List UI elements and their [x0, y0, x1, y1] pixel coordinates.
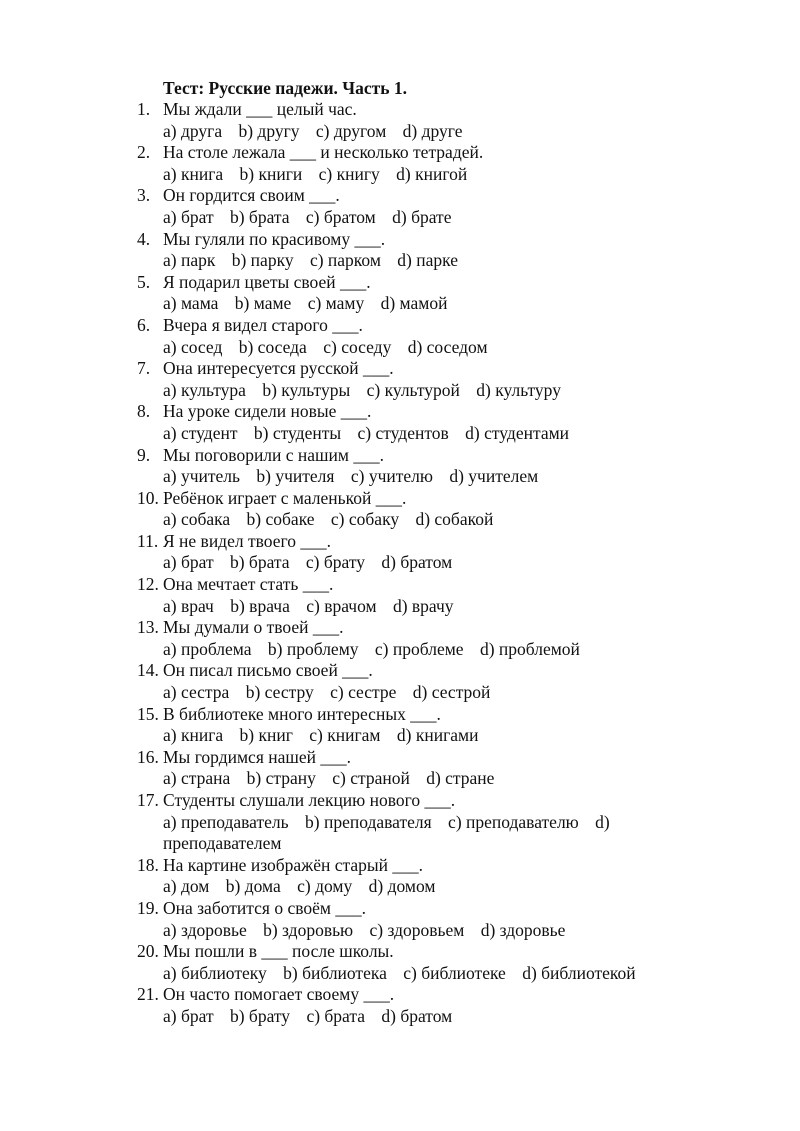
answer-option: c) соседу — [323, 336, 392, 357]
question-item — [137, 984, 697, 1027]
answer-option: c) врачом — [306, 595, 377, 616]
answer-option: c) преподавателю — [448, 811, 579, 832]
question-line — [137, 898, 697, 920]
answer-options — [137, 552, 697, 574]
answer-option: c) маму — [307, 293, 365, 314]
answer-option: c) учителю — [350, 466, 433, 487]
question-item — [137, 315, 697, 358]
question-number: 14. — [137, 660, 159, 681]
question-number: 15. — [137, 703, 159, 724]
answer-option: a) дом — [163, 876, 210, 897]
question-list — [137, 99, 697, 1028]
question-line — [137, 488, 697, 510]
answer-option: a) брат — [163, 206, 214, 227]
answer-option: d) мамой — [380, 293, 448, 314]
answer-option: c) парком — [309, 250, 381, 271]
answer-option: d) домом — [368, 876, 436, 897]
answer-option: d) студентами — [465, 422, 570, 443]
answer-option: b) проблему — [267, 638, 359, 659]
question-text: Она мечтает стать ___. — [163, 574, 334, 595]
answer-option: b) собаке — [246, 509, 315, 530]
answer-option: d) братом — [381, 552, 453, 573]
question-text: Я не видел твоего ___. — [163, 530, 331, 551]
question-number: 5. — [137, 271, 151, 292]
question-number: 12. — [137, 574, 159, 595]
answer-option: a) брат — [163, 552, 214, 573]
answer-option: c) студентов — [357, 422, 449, 443]
question-number: 2. — [137, 142, 151, 163]
question-number: 18. — [137, 854, 159, 875]
question-line — [137, 574, 697, 596]
question-item — [137, 790, 697, 855]
question-line — [137, 855, 697, 877]
question-line — [137, 315, 697, 337]
answer-option: a) страна — [163, 768, 231, 789]
answer-option: b) другу — [238, 120, 300, 141]
answer-option: c) проблеме — [374, 638, 464, 659]
answer-option: a) здоровье — [163, 919, 247, 940]
answer-options — [137, 768, 697, 790]
answer-option: c) культурой — [366, 379, 460, 400]
question-number: 10. — [137, 487, 159, 508]
question-text: На картине изображён старый ___. — [163, 854, 424, 875]
answer-options — [137, 423, 697, 445]
answer-option: b) маме — [234, 293, 292, 314]
question-item — [137, 531, 697, 574]
question-number: 1. — [137, 99, 151, 119]
answer-option: d) книгами — [396, 725, 479, 746]
answer-option: a) книга — [163, 725, 224, 746]
answer-option: c) книгу — [318, 163, 380, 184]
question-number: 17. — [137, 790, 159, 810]
question-number: 13. — [137, 617, 159, 638]
question-text: Студенты слушали лекцию нового ___. — [163, 790, 456, 810]
answer-options — [137, 207, 697, 229]
answer-option: b) сестру — [245, 682, 314, 703]
answer-option: b) преподавателя — [305, 811, 432, 832]
answer-option: d) стране — [426, 768, 495, 789]
answer-option: d) культуру — [476, 379, 561, 400]
question-number: 9. — [137, 444, 151, 465]
question-number: 8. — [137, 401, 151, 422]
question-number: 20. — [137, 941, 159, 962]
answer-options — [137, 596, 697, 618]
answer-option: b) страну — [246, 768, 316, 789]
question-text: Мы думали о твоей ___. — [163, 617, 344, 638]
answer-option: a) сосед — [163, 336, 223, 357]
answer-option: b) брату — [229, 1005, 291, 1026]
question-line — [137, 531, 697, 553]
answer-option: b) брата — [229, 552, 290, 573]
answer-option: d) преподавателем — [163, 811, 610, 854]
question-text: Мы гуляли по красивому ___. — [163, 228, 386, 249]
answer-option: b) врача — [230, 595, 290, 616]
question-text: Она интересуется русской ___. — [163, 358, 394, 379]
answer-options — [137, 876, 697, 898]
question-number: 7. — [137, 358, 151, 379]
question-item — [137, 229, 697, 272]
question-item — [137, 185, 697, 228]
question-text: Ребёнок играет с маленькой ___. — [163, 487, 407, 508]
question-text: Мы гордимся нашей ___. — [163, 746, 351, 767]
answer-option: a) проблема — [163, 638, 252, 659]
question-number: 16. — [137, 746, 159, 767]
answer-options — [137, 682, 697, 704]
answer-option: d) соседом — [407, 336, 488, 357]
question-item — [137, 99, 697, 142]
answer-options — [137, 509, 697, 531]
question-line — [137, 185, 697, 207]
answer-option: a) сестра — [163, 682, 230, 703]
answer-option: b) учителя — [256, 466, 335, 487]
answer-option: c) собаку — [330, 509, 400, 530]
answer-option: a) библиотеку — [163, 962, 267, 983]
answer-option: d) собакой — [415, 509, 494, 530]
answer-option: a) собака — [163, 509, 231, 530]
question-line — [137, 272, 697, 294]
question-item — [137, 488, 697, 531]
question-number: 21. — [137, 984, 159, 1005]
answer-option: a) друга — [163, 120, 223, 141]
answer-options — [137, 337, 697, 359]
answer-option: a) врач — [163, 595, 214, 616]
question-text: Я подарил цветы своей ___. — [163, 271, 371, 292]
answer-option: a) культура — [163, 379, 246, 400]
answer-option: d) учителем — [449, 466, 539, 487]
answer-options — [137, 293, 697, 315]
answer-option: c) сестре — [330, 682, 397, 703]
answer-option: b) студенты — [253, 422, 342, 443]
question-line — [137, 790, 697, 812]
answer-option: b) библиотека — [283, 962, 387, 983]
question-item — [137, 747, 697, 790]
answer-option: b) дома — [225, 876, 281, 897]
question-number: 4. — [137, 228, 151, 249]
answer-option: c) книгам — [309, 725, 381, 746]
answer-options — [137, 920, 697, 942]
answer-option: a) студент — [163, 422, 238, 443]
question-item — [137, 855, 697, 898]
answer-option: c) брату — [305, 552, 366, 573]
answer-option: d) здоровье — [480, 919, 566, 940]
question-item — [137, 941, 697, 984]
question-item — [137, 617, 697, 660]
answer-option: b) здоровью — [263, 919, 354, 940]
answer-option: d) брате — [392, 206, 452, 227]
answer-option: d) парке — [397, 250, 458, 271]
answer-option: a) книга — [163, 163, 224, 184]
question-item — [137, 445, 697, 488]
question-text: Вчера я видел старого ___. — [163, 314, 363, 335]
question-item — [137, 272, 697, 315]
answer-option: c) братом — [305, 206, 376, 227]
question-number: 19. — [137, 897, 159, 918]
answer-option: d) проблемой — [479, 638, 580, 659]
answer-option: c) другом — [315, 120, 387, 141]
page-title: Тест: Русские падежи. Часть 1. — [163, 78, 407, 98]
question-item — [137, 142, 697, 185]
answer-options — [137, 121, 697, 143]
question-item — [137, 401, 697, 444]
question-line — [137, 401, 697, 423]
question-line — [137, 617, 697, 639]
answer-option: d) братом — [381, 1005, 453, 1026]
answer-option: b) книг — [239, 725, 293, 746]
answer-options — [137, 812, 663, 855]
question-text: Он гордится своим ___. — [163, 185, 340, 206]
question-item — [137, 574, 697, 617]
answer-options — [137, 164, 697, 186]
answer-option: d) друге — [402, 120, 463, 141]
answer-option: b) книги — [239, 163, 303, 184]
question-item — [137, 898, 697, 941]
answer-options — [137, 639, 697, 661]
question-item — [137, 660, 697, 703]
question-line — [137, 445, 697, 467]
question-text: Мы ждали ___ целый час. — [163, 99, 357, 119]
question-line — [137, 704, 697, 726]
question-line — [137, 941, 697, 963]
answer-options — [137, 725, 697, 747]
question-line — [137, 142, 697, 164]
question-number: 6. — [137, 314, 151, 335]
question-line — [137, 229, 697, 251]
question-item — [137, 358, 697, 401]
answer-option: c) дому — [297, 876, 353, 897]
answer-option: a) преподаватель — [163, 811, 289, 832]
answer-option: b) брата — [229, 206, 290, 227]
answer-options — [137, 963, 697, 985]
question-item — [137, 704, 697, 747]
answer-option: a) брат — [163, 1005, 214, 1026]
answer-options — [137, 1006, 697, 1028]
question-text: На уроке сидели новые ___. — [163, 401, 372, 422]
answer-option: a) учитель — [163, 466, 241, 487]
answer-option: c) брата — [306, 1005, 366, 1026]
question-text: Мы поговорили с нашим ___. — [163, 444, 384, 465]
answer-option: b) соседа — [238, 336, 307, 357]
question-line — [137, 984, 697, 1006]
answer-option: c) библиотеке — [403, 962, 506, 983]
question-line — [137, 660, 697, 682]
question-line — [137, 99, 697, 121]
answer-option: c) здоровьем — [369, 919, 465, 940]
question-number: 3. — [137, 185, 151, 206]
answer-option: a) парк — [163, 250, 216, 271]
answer-option: b) парку — [231, 250, 294, 271]
answer-option: d) врачу — [392, 595, 454, 616]
answer-option: d) библиотекой — [522, 962, 636, 983]
answer-option: d) книгой — [396, 163, 468, 184]
question-line — [137, 358, 697, 380]
question-text: На столе лежала ___ и несколько тетрадей. — [163, 142, 484, 163]
question-line — [137, 747, 697, 769]
answer-options — [137, 466, 697, 488]
question-text: Он часто помогает своему ___. — [163, 984, 395, 1005]
answer-options — [137, 380, 697, 402]
answer-options — [137, 250, 697, 272]
answer-option: b) культуры — [262, 379, 351, 400]
question-text: Он писал письмо своей ___. — [163, 660, 373, 681]
question-text: Мы пошли в ___ после школы. — [163, 941, 394, 962]
question-text: Она заботится о своём ___. — [163, 897, 366, 918]
question-number: 11. — [137, 530, 159, 551]
question-text: В библиотеке много интересных ___. — [163, 703, 441, 724]
answer-option: d) сестрой — [412, 682, 491, 703]
answer-option: a) мама — [163, 293, 219, 314]
answer-option: c) страной — [332, 768, 410, 789]
